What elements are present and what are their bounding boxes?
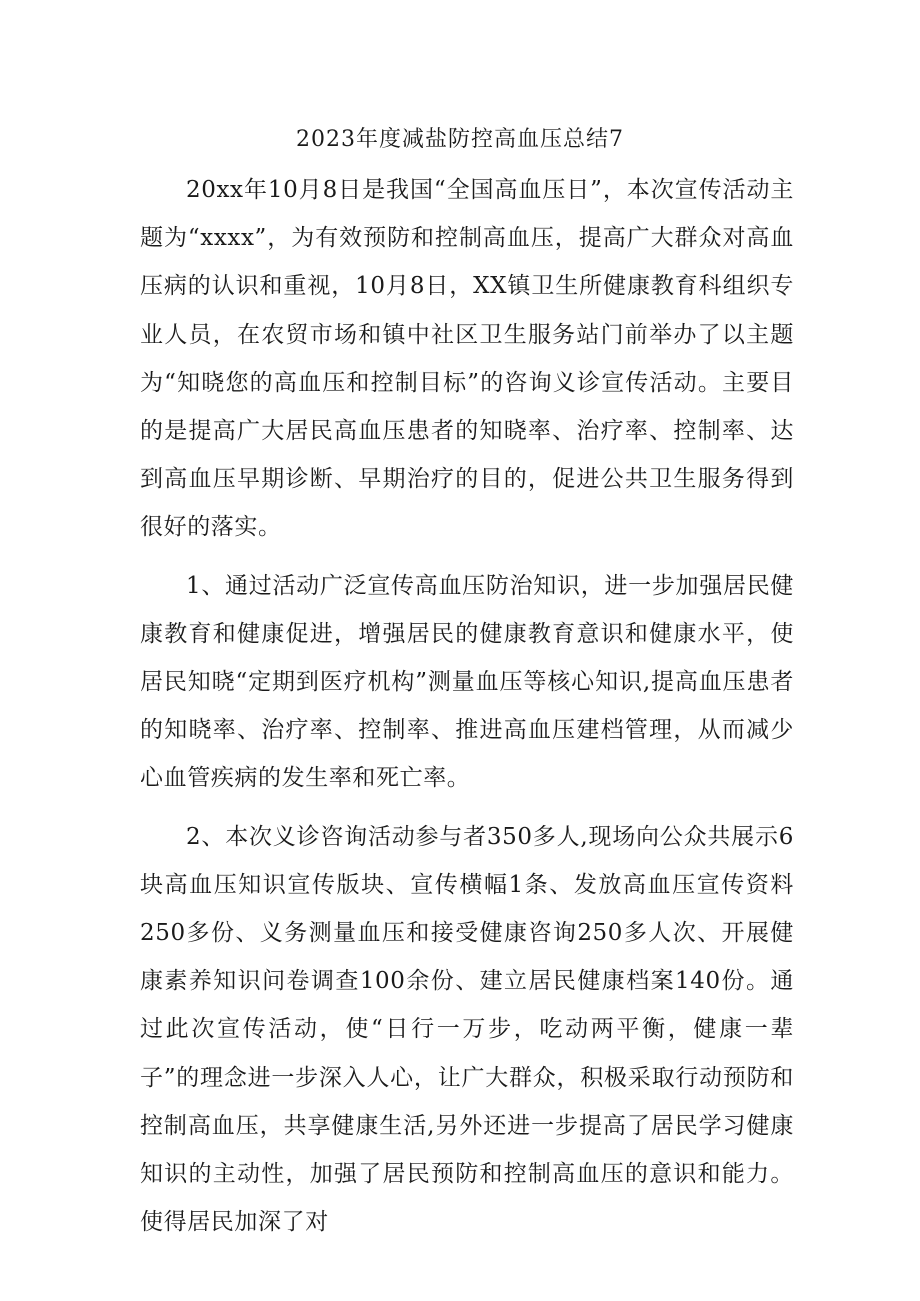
paragraph-point-1: 1、通过活动广泛宣传高血压防治知识，进一步加强居民健康教育和健康促进，增强居民的健康教育意识和健康水平，使居民知晓“定期到医疗机构”测量血压等核心知识,提高血压患者的知晓率、治疗率、控制率、推进高血压建档管理，从而减少心血管疾病的发生率和死亡率。 <box>140 572 794 792</box>
document-body <box>140 166 794 1256</box>
paragraph-point-2: 2、本次义诊咨询活动参与者350多人,现场向公众共展示6块高血压知识宣传版块、宣传横幅1条、发放高血压宣传资料250多份、义务测量血压和接受健康咨询250多人次、开展健康素养知识问卷调查100余份、建立居民健康档案140份。通过此次宣传活动，使“日行一万步，吃动两平衡，健康一辈子”的理念进一步深入人心，让广大群众，积极采取行动预防和控制高血压，共享健康生活,另外还进一步提高了居民学习健康知识的主动性，加强了居民预防和控制高血压的意识和能力。使得居民加深了对 <box>140 823 794 1236</box>
paragraph-intro: 20xx年10月8日是我国“全国高血压日”，本次宣传活动主题为“xxxx”，为有效预防和控制高血压，提高广大群众对高血压病的认识和重视，10月8日，XX镇卫生所健康教育科组织专业人员，在农贸市场和镇中社区卫生服务站门前举办了以主题为“知晓您的高血压和控制目标”的咨询义诊宣传活动。主要目的是提高广大居民高血压患者的知晓率、治疗率、控制率、达到高血压早期诊断、早期治疗的目的，促进公共卫生服务得到很好的落实。 <box>140 177 794 541</box>
document-title: 2023年度减盐防控高血压总结7 <box>296 127 624 152</box>
